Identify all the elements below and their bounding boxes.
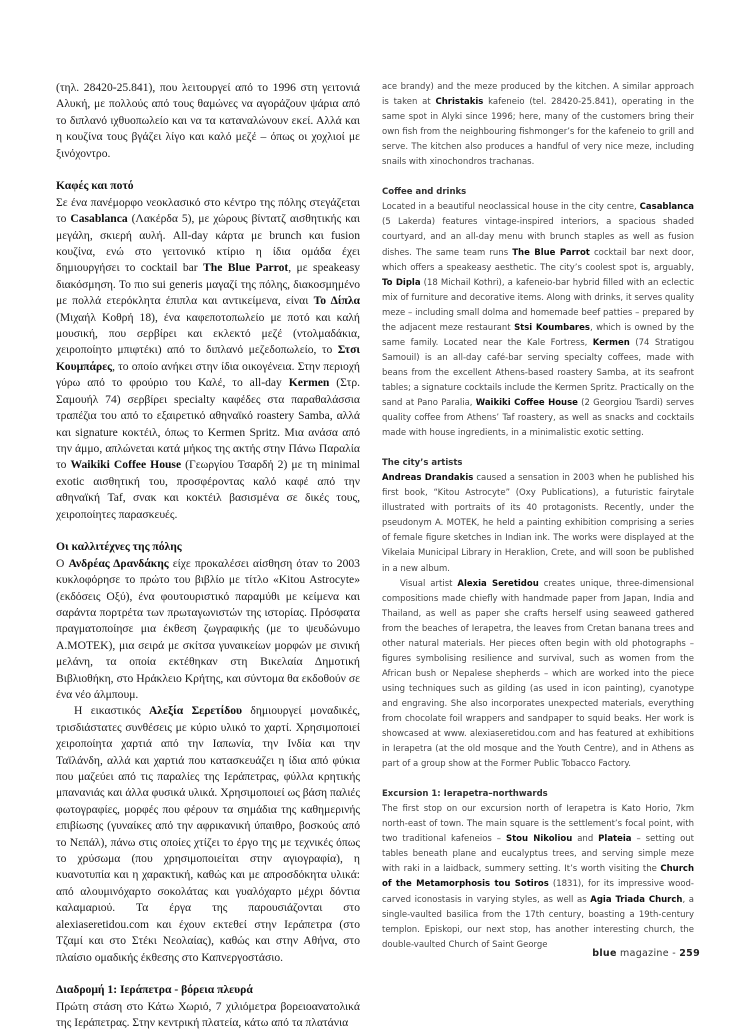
english-heading-excursion: Excursion 1: Ierapetra–northwards: [382, 789, 548, 800]
greek-coffee-paragraph: Σε ένα πανέμορφο νεοκλασικό στο κέντρο της πόλης στεγάζεται το Casablanca (Λακέρδα 5), με χώρους βίντατζ αισθητικής και μεγάλη, σκιερή αυλή. All-day κάρτα με brunch και fusion κουζίνα, ενώ στο γειτονικό κτίριο η ίδια ομάδα έχει δημιουργήσει το cocktail bar The Blue Parrot, με speakeasy διακόσμηση. Το πιο sui generis μαγαζί της πόλης, διακοσμημένο με πολλά ετερόκλητα έπιπλα και αντικείμενα, είναι Το Δίπλα (Μιχαήλ Κοθρή 18), ένα καφεποτοπωλείο με ποτό και καλή μουσική, που σερβίρει και εκλεκτό μεζέ (ντολμαδάκια, χειροποίητο μπιφτέκι) από το διπλανό μεζεδοπωλείο, το Στσι Κουμπάρες, το οποίο ανήκει στην ίδια οικογένεια. Στην περιοχή γύρω από το φρούριο του Καλέ, το all-day Kermen (Στρ. Σαμουήλ 74) σερβίρει specialty καφέδες στα παραθαλάσσια τραπέζια του από το εξαιρετικό αθηναϊκό roastery Samba, αλλά και signature κοκτέιλ, όπως το Kermen Spritz. Μια ανάσα από την άμμο, απλώνεται κατά μήκος της ακτής στην Πάνω Παραλία το Waikiki Coffee House (Γεωργίου Τσαρδή 2) με τη minimal exotic αισθητική του, προσφέροντας καλό καφέ από την αθηναϊκή Taf, σνακ και κοκτέιλ βασισμένα σε δικές τους, χειροποίητες παρασκευές.: [56, 195, 361, 521]
greek-route-paragraph: Πρώτη στάση στο Κάτω Χωριό, 7 χιλιόμετρα βορειοανατολικά της Ιεράπετρας. Στην κεντρική πλατεία, κάτω από τα πλατάνια: [56, 999, 360, 1030]
english-intro-paragraph: ace brandy) and the meze produced by the kitchen. A similar approach is taken at Christakis kafeneio (tel. 28420-25.841), operating in the same spot in Alyki since 1996; here, many of the customers bring their own fish from the neighbouring fishmonger’s for the kafeneio to grill and serve. The kitchen also produces a handful of very nice meze, including snails with xinochondros trachanas.: [382, 82, 695, 168]
english-artists-paragraph-1: Andreas Drandakis caused a sensation in 2003 when he published his first book, “Kitou Astrocyte” (Oxy Publications), a futuristic fairytale illustrated with portraits of its 40 protagonists. Recently, under the pseudonym A. MOTEK, he held a painting exhibition comprising a series of female figure sketches in Indian ink. The works were displayed at the Vikelaia Municipal Library in Heraklion, Crete, and will soon be published in a new album.: [382, 473, 694, 574]
artist-name: Ανδρέας Δρανδάκης: [68, 556, 169, 570]
venue-name: To Dipla: [382, 277, 421, 288]
greek-artists-paragraph-1: Ο Ανδρέας Δρανδάκης είχε προκαλέσει αίσθηση όταν το 2003 κυκλοφόρησε το πρώτο του βιβλίο με τίτλο «Kitou Astrocyte» (εκδόσεις Οξύ), ένα φουτουριστικό παραμύθι με κείμενα και σαράντα πορτρέτα των πρωταγωνιστών της ιστορίας. Πρόσφατα πραγματοποίησε μια έκθεση ζωγραφικής (με το ψευδώνυμο A.MOTEK), μια σειρά με σκίτσα γυναικείων μορφών με σινική μελάνη, τα οποία εκτέθηκαν στη Βικελαία Δημοτική Βιβλιοθήκη, στο Ηράκλειο Κρήτης, και σύντομα θα εκδοθούν σε ένα νέο άλμπουμ.: [56, 556, 360, 701]
venue-name: Το Δίπλα: [313, 294, 360, 308]
english-column: [382, 80, 694, 953]
venue-name: Waikiki Coffee House: [70, 458, 182, 472]
venue-name: Casablanca: [639, 202, 694, 213]
greek-heading-artists: Οι καλλιτέχνες της πόλης: [56, 540, 182, 554]
venue-name: Plateia: [598, 834, 632, 845]
landmark-name: Church of the Metamorphosis tou Sotiros: [382, 864, 694, 890]
greek-heading-coffee: Καφές και ποτό: [56, 179, 134, 193]
magazine-label: magazine: [620, 948, 669, 959]
greek-heading-route: Διαδρομή 1: Ιεράπετρα - βόρεια πλευρά: [56, 983, 253, 997]
venue-name: The Blue Parrot: [203, 261, 289, 275]
page-footer: [592, 948, 700, 959]
venue-name: Στσι Κουμπάρες: [56, 343, 360, 373]
english-coffee-paragraph: Located in a beautiful neoclassical house in the city centre, Casablanca (5 Lakerda) features vintage-inspired interiors, a spacious shaded courtyard, and an all-day menu with brunch staples as well as fusion dishes. The same team runs The Blue Parrot cocktail bar next door, which offers a speakeasy aesthetic. The city’s coolest spot is, arguably, To Dipla (18 Michail Kothri), a kafeneio-bar hybrid filled with an eclectic mix of furniture and decorative items. Along with drinks, it serves quality meze – including small dolma and homemade beef patties – prepared by the adjacent meze restaurant Stsi Koumbares, which is owned by the same family. Located near the Kale Fortress, Kermen (74 Stratigou Samouil) is an all-day café-bar serving specialty coffees, made with beans from the excellent Athens-based roastery Samba, at its seafront tables; a signature cocktails include the Kermen Spritz. Practically on the sand at Pano Paralia, Waikiki Coffee House (2 Georgiou Tsardi) serves quality coffee from Athens’ Taf roastery, as well as snacks and cocktails made with house ingredients, in a minimalistic exotic setting.: [382, 202, 694, 439]
venue-name: Waikiki Coffee House: [475, 397, 578, 408]
venue-name: Casablanca: [70, 212, 128, 226]
artist-name: Αλεξία Σερετίδου: [148, 704, 243, 718]
artist-name: Andreas Drandakis: [382, 473, 474, 484]
venue-name: Stsi Koumbares: [514, 322, 590, 333]
english-excursion-paragraph: The first stop on our excursion north of Ierapetra is Kato Horio, 7km north-east of town. The main square is the settlement’s focal point, with two traditional kafeneios – Stou Nikoliou and Plateia – setting out tables beneath plane and eucalyptus trees, and serving simple meze with raki in a laidback, summery setting. It’s worth visiting the Church of the Metamorphosis tou Sotiros (1831), for its impressive wood-carved iconostasis in varying styles, as well as Agia Triada Church, a single-vaulted basilica from the 17th century, boasting a 19th-century templon. Episkopi, our next stop, has another interesting church, the double-vaulted Church of Saint George: [382, 804, 695, 950]
venue-name: Kermen: [592, 337, 630, 348]
greek-column: [56, 80, 360, 1032]
footer-separator: -: [672, 948, 676, 959]
magazine-brand: blue: [592, 948, 617, 959]
venue-name: The Blue Parrot: [512, 247, 590, 258]
english-artists-paragraph-2: Visual artist Alexia Seretidou creates unique, three-dimensional compositions made chiefly with handmade paper from Japan, India and Thailand, as well as paper she crafts herself using seaweed gathered from the beaches of Ierapetra, the leaves from Cretan banana trees and other natural materials. Her pieces often begin with old photographs – figures symbolising resilience and survival, such as women from the African bush or Nepalese shepherds – which are worked into the piece using techniques such as gilding (as used in icon painting), cyanotype and engraving. She also incorporates unexpected materials, everything from chocolate foil wrappers and sandpaper to squid beaks. Her work is showcased at www. alexiaseretidou.com and has featured at exhibitions in Ierapetra (at the old mosque and the Youth Centre), and in Athens as part of a group show at the Former Public Tobacco Factory.: [382, 578, 694, 770]
english-heading-coffee: Coffee and drinks: [382, 187, 467, 198]
greek-artists-paragraph-2: Η εικαστικός Αλεξία Σερετίδου δημιουργεί μοναδικές, τρισδιάστατες συνθέσεις με κύριο υλικό το χαρτί. Χρησιμοποιεί χειροποίητα χαρτιά από την Ιαπωνία, την Ινδία και την Ταϊλάνδη, αλλά και χαρτιά που κατασκευάζει η ίδια από φύκια που μαζεύει από τις παραλίες της Ιεράπετρας, φύλλα κρητικής μπανανιάς και άλλα φυσικά υλικά. Χρησιμοποιεί ως βάση παλιές φωτογραφίες, μορφές που φέρουν τα σημάδια της καθημερινής επιβίωσης (γυναίκες από την αφρικανική ύπαιθρο, βοσκούς από το Νεπάλ), πάνω στις οποίες χτίζει το έργο της με τεχνικές όπως το χρύσωμα (που χρησιμοποιείται στην αγιογραφία), η κυανοτυπία και η χαρακτική, καθώς και με απροσδόκητα υλικά: από αλουμινόχαρτο σοκολάτας και γυαλόχαρτο μέχρι δόντια καλαμαριού. Τα έργα της παρουσιάζονται στο alexiaseretidou.com και έχουν εκτεθεί στην Ιεράπετρα (στο Τζαμί και στο Στέκι Νεολαίας), καθώς και στην Αθήνα, στο πλαίσιο ομαδικής έκθεσης στο Καπνεργοστάσιο.: [56, 704, 360, 964]
landmark-name: Agia Triada Church: [590, 894, 683, 905]
artist-name: Alexia Seretidou: [457, 578, 539, 589]
venue-name: Kermen: [288, 376, 330, 390]
english-heading-artists: The city’s artists: [382, 458, 463, 469]
venue-name: Christakis: [435, 97, 484, 108]
greek-intro-paragraph: (τηλ. 28420-25.841), που λειτουργεί από το 1996 στη γειτονιά Αλυκή, με πολλούς από τους θαμώνες να αγοράζουν ψάρια από το διπλανό ιχθυοπωλείο και να τα καταναλώνουν εκεί. Αλλά και η κουζίνα τους βγάζει λίγο και καλό μεζέ – όπως οι χοχλιοί με ξινόχοντρο.: [56, 81, 360, 160]
venue-name: Stou Nikoliou: [505, 834, 573, 845]
page-number: 259: [679, 948, 700, 959]
